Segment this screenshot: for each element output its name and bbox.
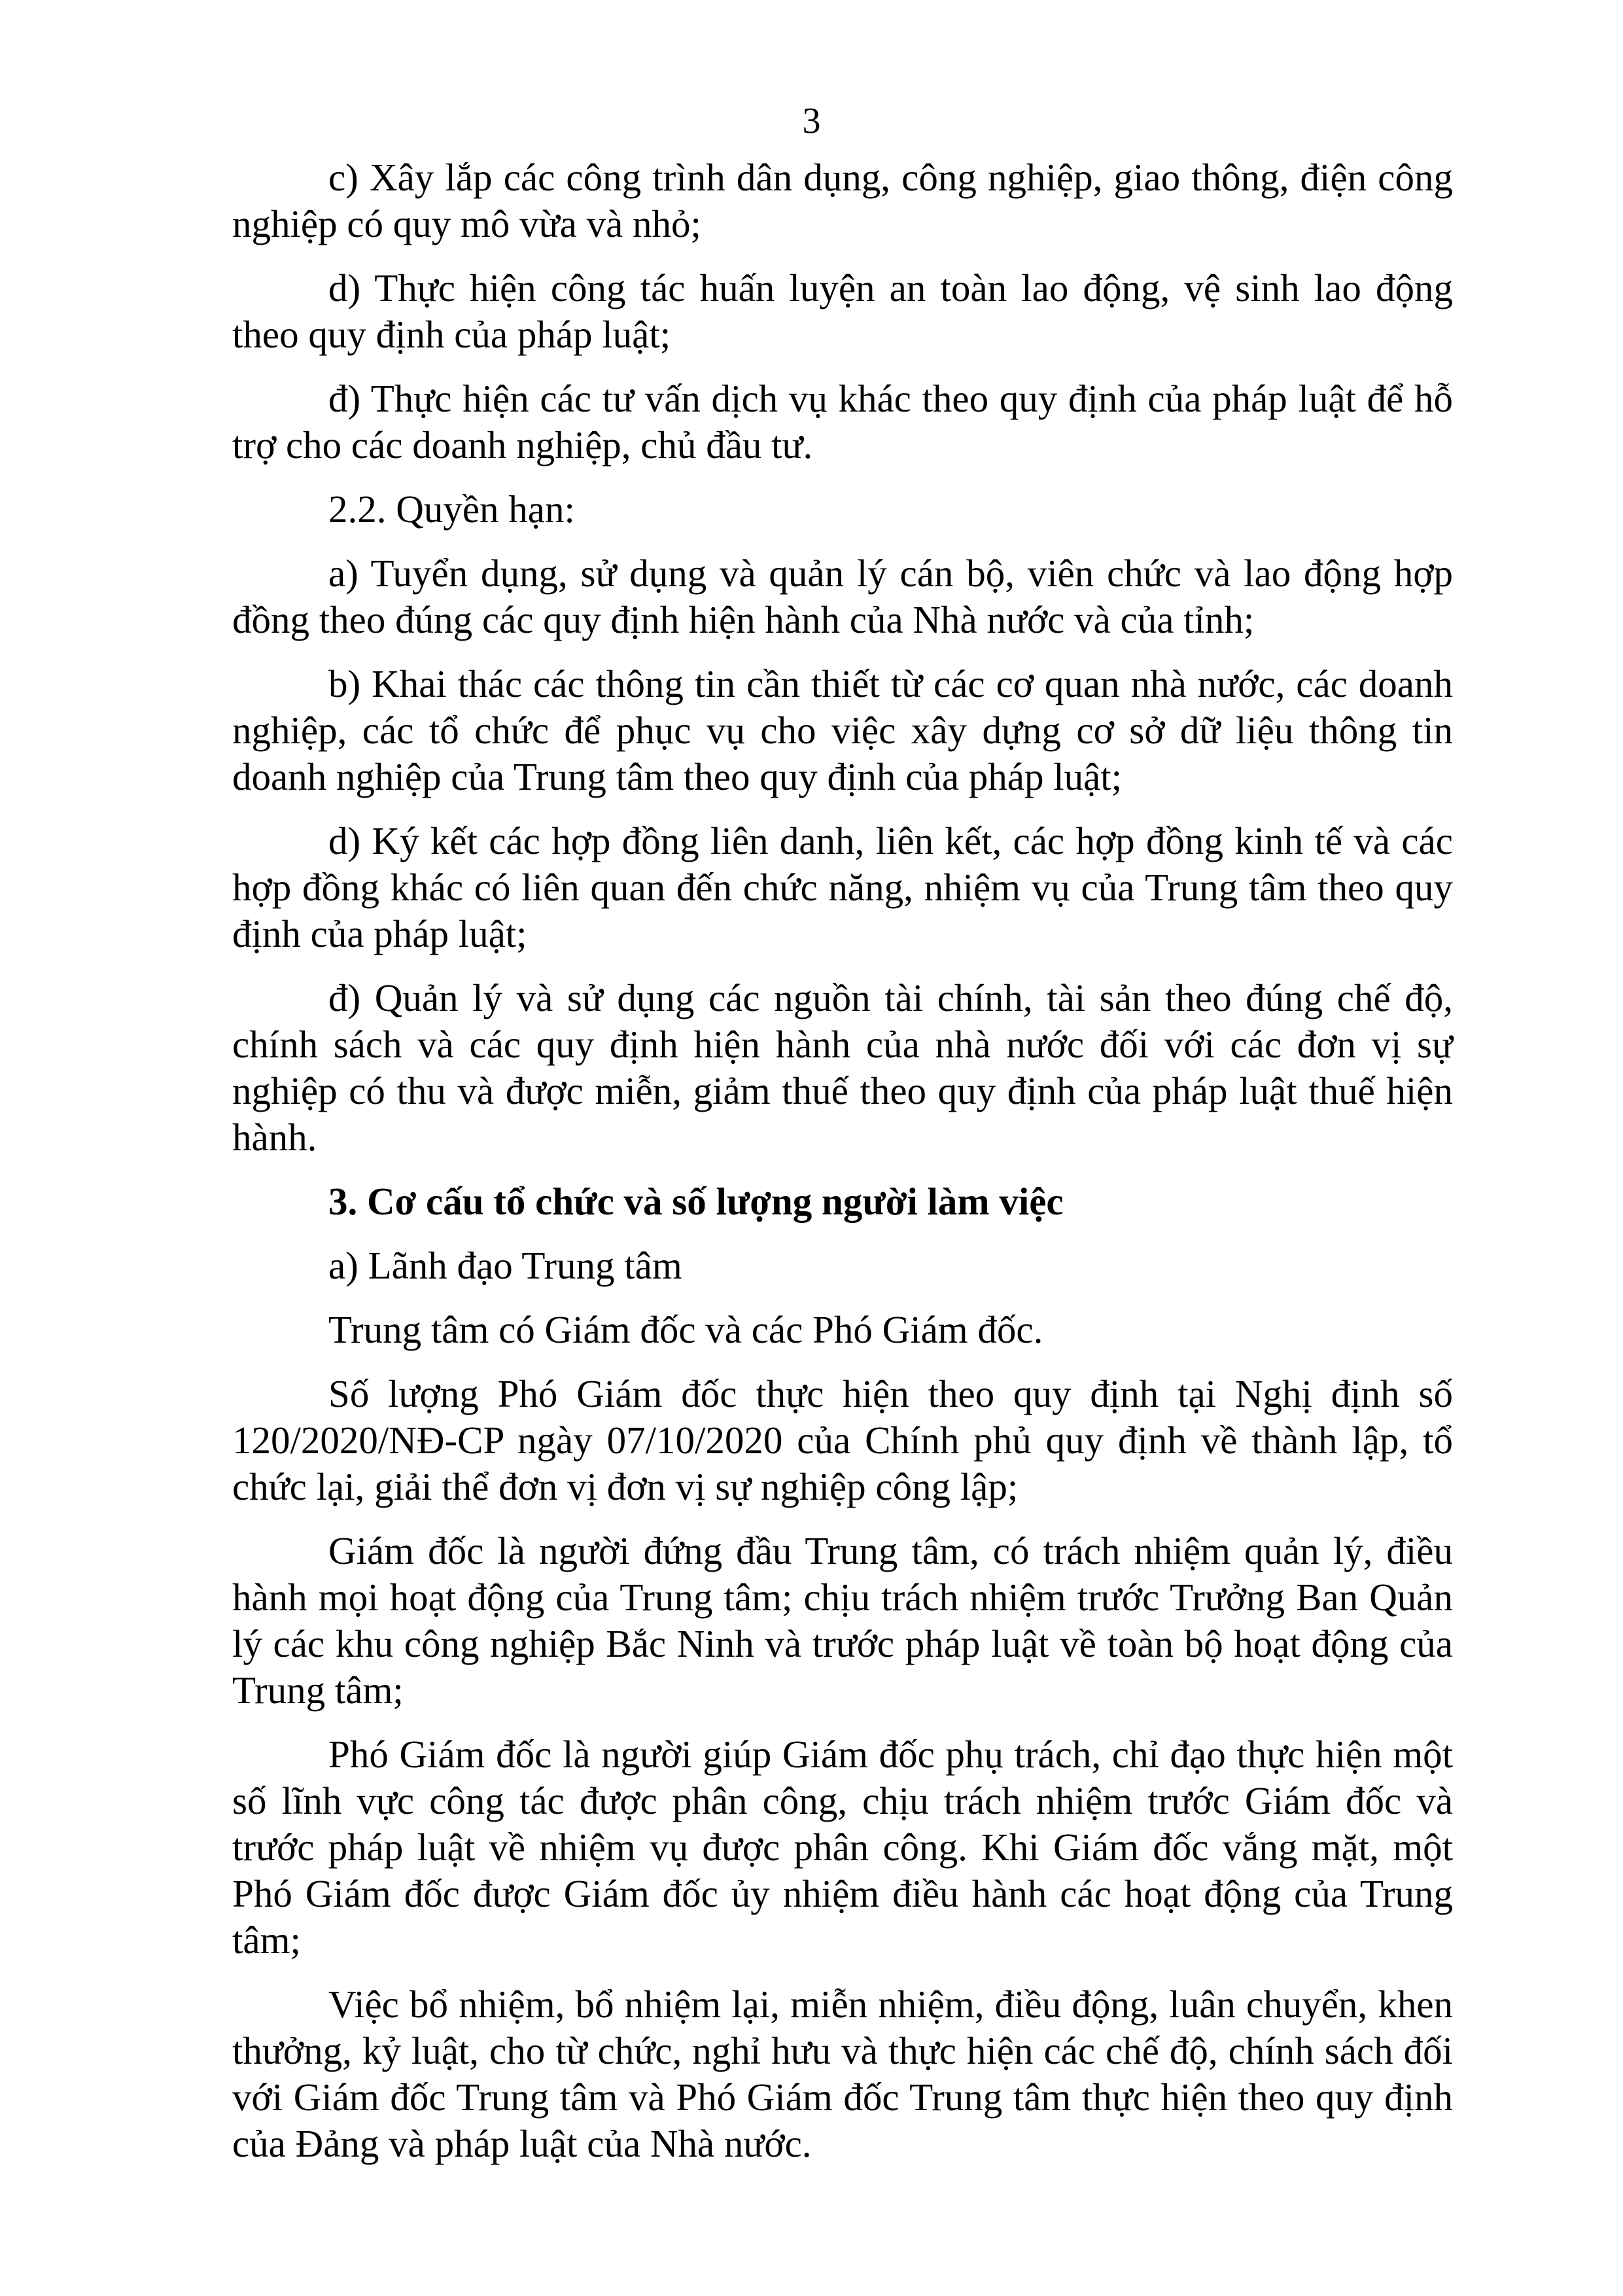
paragraph-deputy-count: Số lượng Phó Giám đốc thực hiện theo quy định tại Nghị định số 120/2020/NĐ-CP ngày 07/10/2020 của Chính phủ quy định về thành lập, tổ chức lại, giải thể đơn vị đơn vị sự nghiệp công lập; [232,1372,1453,1508]
paragraph-2-2-dd: đ) Quản lý và sử dụng các nguồn tài chính, tài sản theo đúng chế độ, chính sách và các quy định hiện hành của nhà nước đối với các đơn vị sự nghiệp có thu và được miễn, giảm thuế theo quy định của pháp luật thuế hiện hành. [232,976,1453,1159]
paragraph-director-role: Giám đốc là người đứng đầu Trung tâm, có trách nhiệm quản lý, điều hành mọi hoạt động của Trung tâm; chịu trách nhiệm trước Trưởng Ban Quản lý các khu công nghiệp Bắc Ninh và trước pháp luật về toàn bộ hoạt động của Trung tâm; [232,1529,1453,1712]
paragraph-2-2-a: a) Tuyển dụng, sử dụng và quản lý cán bộ, viên chức và lao động hợp đồng theo đúng các quy định hiện hành của Nhà nước và của tỉnh; [232,552,1453,641]
document-body [232,154,1453,2185]
paragraph-2-1-dd: đ) Thực hiện các tư vấn dịch vụ khác theo quy định của pháp luật để hỗ trợ cho các doanh nghiệp, chủ đầu tư. [232,377,1453,467]
subsection-3-a-heading: a) Lãnh đạo Trung tâm [328,1244,682,1287]
paragraph-2-1-c: c) Xây lắp các công trình dân dụng, công nghiệp, giao thông, điện công nghiệp có quy mô vừa và nhỏ; [232,156,1453,245]
section-2-2-heading: 2.2. Quyền hạn: [328,487,575,531]
page-number: 3 [802,101,821,141]
paragraph-2-2-d: d) Ký kết các hợp đồng liên danh, liên kết, các hợp đồng kinh tế và các hợp đồng khác có liên quan đến chức năng, nhiệm vụ của Trung tâm theo quy định của pháp luật; [232,819,1453,955]
paragraph-leadership: Trung tâm có Giám đốc và các Phó Giám đốc. [328,1308,1043,1351]
paragraph-deputy-role: Phó Giám đốc là người giúp Giám đốc phụ trách, chỉ đạo thực hiện một số lĩnh vực công tác được phân công, chịu trách nhiệm trước Giám đốc và trước pháp luật về nhiệm vụ được phân công. Khi Giám đốc vắng mặt, một Phó Giám đốc được Giám đốc ủy nhiệm điều hành các hoạt động của Trung tâm; [232,1733,1453,1962]
section-3-heading: 3. Cơ cấu tổ chức và số lượng người làm việc [328,1180,1064,1223]
paragraph-appointment: Việc bổ nhiệm, bổ nhiệm lại, miễn nhiệm, điều động, luân chuyển, khen thưởng, kỷ luật, cho từ chức, nghỉ hưu và thực hiện các chế độ, chính sách đối với Giám đốc Trung tâm và Phó Giám đốc Trung tâm thực hiện theo quy định của Đảng và pháp luật của Nhà nước. [232,1983,1453,2165]
paragraph-2-1-d: d) Thực hiện công tác huấn luyện an toàn lao động, vệ sinh lao động theo quy định của pháp luật; [232,266,1453,356]
paragraph-2-2-b: b) Khai thác các thông tin cần thiết từ các cơ quan nhà nước, các doanh nghiệp, các tổ chức để phục vụ cho việc xây dựng cơ sở dữ liệu thông tin doanh nghiệp của Trung tâm theo quy định của pháp luật; [232,662,1453,798]
